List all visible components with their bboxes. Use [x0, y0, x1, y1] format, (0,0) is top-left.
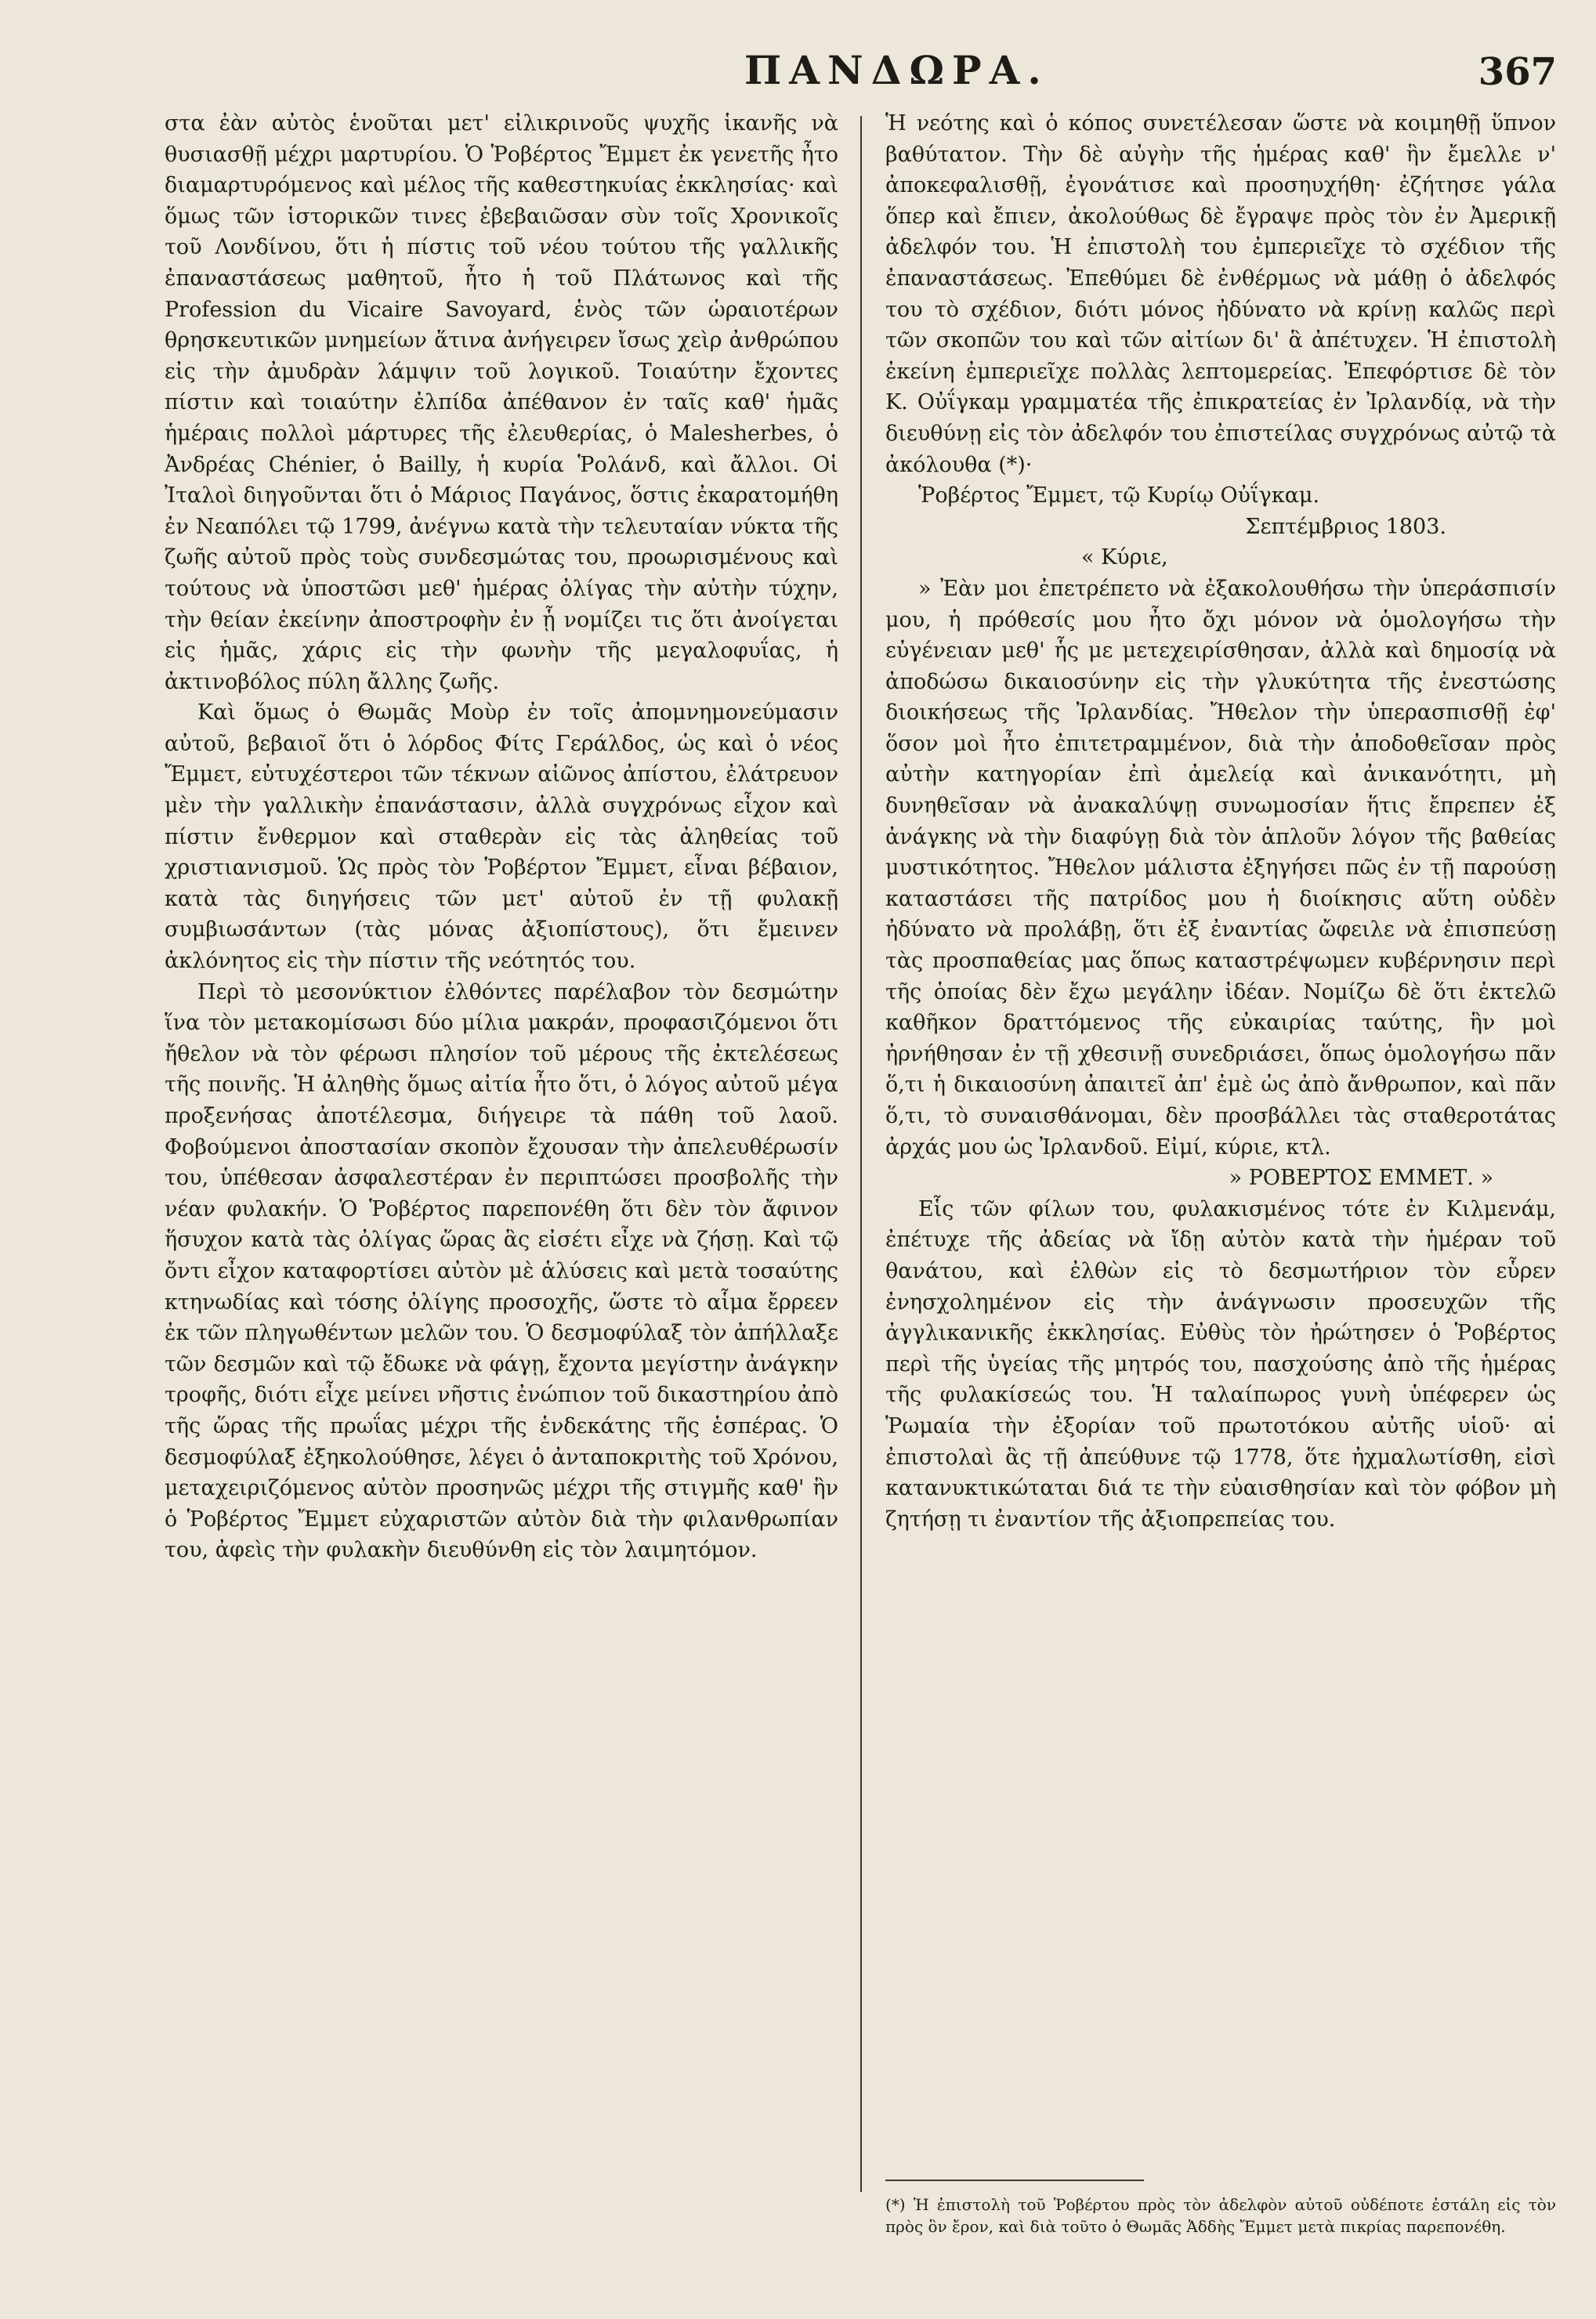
letter-date: Σεπτέμβριος 1803.: [1245, 514, 1446, 539]
letter-address: Ῥοβέρτος Ἔμμετ, τῷ Κυρίῳ Οὐΐγκαμ.: [918, 483, 1320, 508]
left-column: [165, 108, 838, 1566]
letter-body: » Ἐὰν μοι ἐπετρέπετο νὰ ἐξακολουθήσω τὴν ὑπεράσπισίν μου, ἡ πρόθεσίς μου ἦτο ὄχι μόνον νὰ ὁμολογήσω τὴν εὐγένειαν μεθ' ἧς με μετεχειρίσθησαν, ἀλλὰ καὶ δημοσίᾳ νὰ ἀποδώσω δικαιοσύνην εἰς τὴν γλυκύτητα τῆς ἐνεστώσης διοικήσεως τῆς Ἰρλανδίας. Ἤθελον τὴν ὑπερασπισθῇ ἐφ' ὅσον μοὶ ἦτο ἐπιτετραμμένον, διὰ τὴν ἀποδοθεῖσαν πρὸς αὐτὴν κατηγορίαν ἐπὶ ἀμελείᾳ καὶ ἀνικανότητι, μὴ δυνηθεῖσαν νὰ ἀνακαλύψῃ συνωμοσίαν ἥτις ἔπρεπεν ἐξ ἀνάγκης νὰ τὴν διαφύγῃ διὰ τὸν ἁπλοῦν λόγον τῆς βαθείας μυστικότητος. Ἤθελον μάλιστα ἐξηγήσει πῶς ἐν τῇ παρούσῃ καταστάσει τῆς πατρίδος μου ἡ διοίκησις αὕτη οὐδὲν ἠδύνατο νὰ προλάβῃ, ὅτι ἐξ ἐναντίας ὤφειλε νὰ ἐπισπεύσῃ τὰς προσπαθείας μας ὅπως καταστρέψωμεν κυβέρνησιν περὶ τῆς ὁποίας δὲν ἔχω μεγάλην ἰδέαν. Νομίζω δὲ ὅτι ἐκτελῶ καθῆκον δραττόμενος τῆς εὐκαιρίας ταύτης, ἣν μοὶ ἠρνήθησαν ἐν τῇ χθεσινῇ συνεδριάσει, ὅπως ὁμολογήσω πᾶν ὅ,τι ἡ δικαιοσύνη ἀπαιτεῖ ἀπ' ἐμὲ ὡς ἀπὸ ἄνθρωπον, καὶ πᾶν ὅ,τι, τὸ συναισθάνομαι, δὲν προσβάλλει τὰς σταθεροτάτας ἀρχάς μου ὡς Ἰρλανδοῦ. Εἰμί, κύριε, κτλ.: [885, 576, 1556, 1160]
page-number: 367: [1478, 50, 1557, 94]
letter-salutation: « Κύριε,: [1081, 545, 1168, 570]
left-paragraph-3: Περὶ τὸ μεσονύκτιον ἐλθόντες παρέλαβον τὸν δεσμώτην ἵνα τὸν μετακομίσωσι δύο μίλια μακράν, προφασιζόμενοι ὅτι ἤθελον νὰ τὸν φέρωσι πλησίον τοῦ μέρους τῆς ἐκτελέσεως τῆς ποινῆς. Ἡ ἀληθὴς ὅμως αἰτία ἦτο ὅτι, ὁ λόγος αὐτοῦ μέγα προξενήσας ἀποτέλεσμα, διήγειρε τὰ πάθη τοῦ λαοῦ. Φοβούμενοι ἀποστασίαν σκοπὸν ἔχουσαν τὴν ἀπελευθέρωσίν του, ὑπέθεσαν ἀσφαλεστέραν ἐν περιπτώσει προσβολῆς τὴν νέαν φυλακήν. Ὁ Ῥοβέρτος παρεπονέθη ὅτι δὲν τὸν ἄφινον ἥσυχον κατὰ τὰς ὀλίγας ὥρας ἃς εἰσέτι εἶχε νὰ ζήσῃ. Καὶ τῷ ὄντι εἶχον καταφορτίσει αὐτὸν μὲ ἁλύσεις καὶ μετὰ τοσαύτης κτηνωδίας καὶ τόσης ὀλίγης προσοχῆς, ὥστε τὸ αἷμα ἔρρεεν ἐκ τῶν πληγωθέντων μελῶν του. Ὁ δεσμοφύλαξ τὸν ἀπήλλαξε τῶν δεσμῶν καὶ τῷ ἔδωκε νὰ φάγῃ, ἔχοντα μεγίστην ἀνάγκην τροφῆς, διότι εἶχε μείνει νῆστις ἐνώπιον τοῦ δικαστηρίου ἀπὸ τῆς ὥρας τῆς πρωΐας μέχρι τῆς ἑνδεκάτης τῆς ἑσπέρας. Ὁ δεσμοφύλαξ ἐξηκολούθησε, λέγει ὁ ἀνταποκριτὴς τοῦ Χρόνου, μεταχειριζόμενος αὐτὸν προσηνῶς μέχρι τῆς στιγμῆς καθ' ἣν ὁ Ῥοβέρτος Ἔμμετ εὐχαριστῶν αὐτὸν διὰ τὴν φιλανθρωπίαν του, ἀφεὶς τὴν φυλακὴν διευθύνθη εἰς τὸν λαιμητόμον.: [165, 979, 838, 1563]
column-divider: [860, 116, 862, 2192]
left-paragraph-1: στα ἐὰν αὐτὸς ἑνοῦται μετ' εἰλικρινοῦς ψυχῆς ἱκανῆς νὰ θυσιασθῇ μέχρι μαρτυρίου. Ὁ Ῥοβέρτος Ἔμμετ ἐκ γενετῆς ἦτο διαμαρτυρόμενος καὶ μέλος τῆς καθεστηκυίας ἐκκλησίας· καὶ ὅμως τῶν ἱστορικῶν τινες ἐβεβαιῶσαν σὺν τοῖς Χρονικοῖς τοῦ Λονδίνου, ὅτι ἡ πίστις τοῦ νέου τούτου τῆς γαλλικῆς ἐπαναστάσεως μαθητοῦ, ἦτο ἡ τοῦ Πλάτωνος καὶ τῆς Profession du Vicaire Savoyard, ἑνὸς τῶν ὡραιοτέρων θρησκευτικῶν μνημείων ἅτινα ἀνήγειρεν ἴσως χεὶρ ἀνθρώπου εἰς τὴν ἀμυδρὰν λάμψιν τοῦ λογικοῦ. Τοιαύτην ἔχοντες πίστιν καὶ τοιαύτην ἐλπίδα ἀπέθανον ἐν ταῖς καθ' ἡμᾶς ἡμέραις πολλοὶ μάρτυρες τῆς ἐλευθερίας, ὁ Malesherbes, ὁ Ἀνδρέας Chénier, ὁ Bailly, ἡ κυρία Ῥολάνδ, καὶ ἄλλοι. Οἱ Ἰταλοὶ διηγοῦνται ὅτι ὁ Μάριος Παγάνος, ὅστις ἐκαρατομήθη ἐν Νεαπόλει τῷ 1799, ἀνέγνω κατὰ τὴν τελευταίαν νύκτα τῆς ζωῆς αὐτοῦ πρὸς τοὺς συνδεσμώτας του, προωρισμένους καὶ τούτους νὰ ὑποστῶσι μεθ' ἡμέρας ὀλίγας τὴν αὐτὴν τύχην, τὴν θείαν ἐκείνην ἀποστροφὴν ἐν ᾗ νομίζει τις ὅτι ἀνοίγεται εἰς ἡμᾶς, χάρις εἰς τὴν φωνὴν τῆς μεγαλοφυΐας, ἡ ἀκτινοβόλος πύλη ἄλλης ζωῆς.: [165, 111, 838, 694]
left-paragraph-2: Καὶ ὅμως ὁ Θωμᾶς Μοὺρ ἐν τοῖς ἀπομνημονεύμασιν αὐτοῦ, βεβαιοῖ ὅτι ὁ λόρδος Φίτς Γεράλδος, ὡς καὶ ὁ νέος Ἔμμετ, εὐτυχέστεροι τῶν τέκνων αἰῶνος ἀπίστου, ἐλάτρευον μὲν τὴν γαλλικὴν ἐπανάστασιν, ἀλλὰ συγχρόνως εἶχον καὶ πίστιν ἔνθερμον καὶ σταθερὰν εἰς τὰς ἀληθείας τοῦ χριστιανισμοῦ. Ὡς πρὸς τὸν Ῥοβέρτον Ἔμμετ, εἶναι βέβαιον, κατὰ τὰς διηγήσεις τῶν μετ' αὐτοῦ ἐν τῇ φυλακῇ συμβιωσάντων (τὰς μόνας ἀξιοπίστους), ὅτι ἔμεινεν ἀκλόνητος εἰς τὴν πίστιν τῆς νεότητός του.: [165, 700, 838, 974]
letter-signature: » ΡΟΒΕΡΤΟΣ ΕΜΜΕΤ. »: [1229, 1166, 1493, 1191]
running-head-title: ΠΑΝΔΩΡΑ.: [744, 47, 1049, 93]
right-paragraph-2: Εἷς τῶν φίλων του, φυλακισμένος τότε ἐν Κιλμενάμ, ἐπέτυχε τῆς ἀδείας νὰ ἴδῃ αὐτὸν κατὰ τὴν ἡμέραν τοῦ θανάτου, καὶ ἐλθὼν εἰς τὸ δεσμωτήριον τὸν εὗρεν ἐνησχολημένον εἰς τὴν ἀνάγνωσιν προσευχῶν τῆς ἀγγλικανικῆς ἐκκλησίας. Εὐθὺς τὸν ἠρώτησεν ὁ Ῥοβέρτος περὶ τῆς ὑγείας τῆς μητρός του, πασχούσης ἀπὸ τῆς ἡμέρας τῆς φυλακίσεώς του. Ἡ ταλαίπωρος γυνὴ ὑπέφερεν ὡς Ῥωμαία τὴν ἐξορίαν τοῦ πρωτοτόκου αὐτῆς υἱοῦ· αἱ ἐπιστολαὶ ἃς τῇ ἀπεύθυνε τῷ 1778, ὅτε ἠχμαλωτίσθη, εἰσὶ κατανυκτικώταται διά τε τὴν εὐαισθησίαν καὶ τὸν φόβον μὴ ζητήσῃ τι ἐναντίον τῆς ἀξιοπρεπείας του.: [885, 1196, 1556, 1532]
footnote: (*) Ἡ ἐπιστολὴ τοῦ Ῥοβέρτου πρὸς τὸν ἀδελφὸν αὐτοῦ οὐδέποτε ἐστάλη εἰς τὸν πρὸς ὃν ἔρον, καὶ διὰ τοῦτο ὁ Θωμᾶς Ἀδδὴς Ἔμμετ μετὰ πικρίας παρεπονέθη.: [885, 2195, 1556, 2236]
footnote-rule: [885, 2180, 1144, 2181]
right-column: [885, 108, 1556, 1535]
right-paragraph-1: Ἡ νεότης καὶ ὁ κόπος συνετέλεσαν ὥστε νὰ κοιμηθῇ ὕπνον βαθύτατον. Τὴν δὲ αὐγὴν τῆς ἡμέρας καθ' ἣν ἔμελλε ν' ἀποκεφαλισθῇ, ἐγονάτισε καὶ προσηυχήθη· ἐζήτησε γάλα ὅπερ καὶ ἔπιεν, ἀκολούθως δὲ ἔγραψε πρὸς τὸν ἐν Ἀμερικῇ ἀδελφόν του. Ἡ ἐπιστολὴ του ἐμπεριεῖχε τὸ σχέδιον τῆς ἐπαναστάσεως. Ἐπεθύμει δὲ ἐνθέρμως νὰ μάθῃ ὁ ἀδελφός του τὸ σχέδιον, διότι μόνος ἠδύνατο νὰ κρίνῃ καλῶς περὶ τῶν σκοπῶν του καὶ τῶν αἰτίων δι' ἃ ἀπέτυχεν. Ἡ ἐπιστολὴ ἐκείνη ἐμπεριεῖχε πολλὰς λεπτομερείας. Ἐπεφόρτισε δὲ τὸν Κ. Οὐΐγκαμ γραμματέα τῆς ἐπικρατείας ἐν Ἰρλανδίᾳ, νὰ τὴν διευθύνῃ εἰς τὸν ἀδελφόν του ἐπιστείλας συγχρόνως αὐτῷ τὰ ἀκόλουθα (*)·: [885, 111, 1556, 477]
page-header: [0, 47, 1596, 102]
